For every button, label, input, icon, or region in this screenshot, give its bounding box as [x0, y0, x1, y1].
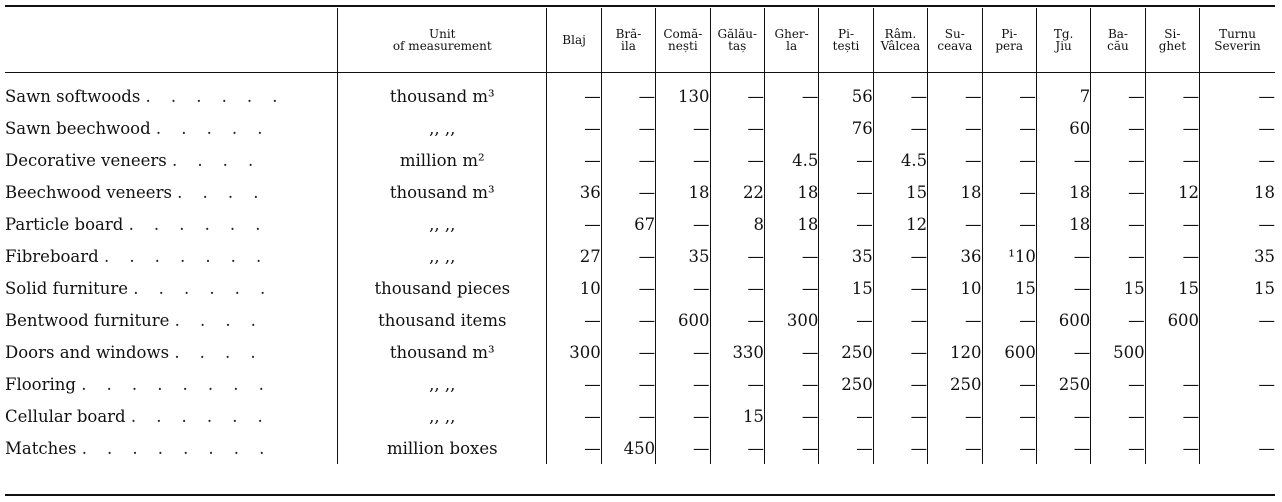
- value-cell-pitesti: —: [819, 208, 873, 240]
- value-cell-blaj: —: [547, 432, 601, 464]
- table-row: [5, 112, 1275, 144]
- value-cell-braila: —: [601, 400, 655, 432]
- table-row: [5, 208, 1275, 240]
- value-cell-gherla: —: [764, 432, 818, 464]
- value-cell-pipera: —: [982, 144, 1036, 176]
- unit-cell: million boxes: [338, 432, 547, 464]
- value-cell-ramnicu-valcea: 4.5: [873, 144, 927, 176]
- value-cell-turnu-severin: —: [1200, 304, 1275, 336]
- table-row: [5, 144, 1275, 176]
- value-cell-ramnicu-valcea: —: [873, 400, 927, 432]
- row-label: Matches: [5, 438, 77, 458]
- row-label: Solid furniture: [5, 278, 129, 298]
- value-cell-braila: 450: [601, 432, 655, 464]
- value-cell-galautas: 15: [710, 400, 764, 432]
- value-cell-suceava: 10: [928, 272, 982, 304]
- production-table: [5, 8, 1275, 464]
- value-cell-tg-jiu: 18: [1036, 176, 1090, 208]
- value-cell-suceava: —: [928, 400, 982, 432]
- value-cell-braila: —: [601, 368, 655, 400]
- unit-cell: thousand items: [338, 304, 547, 336]
- value-cell-braila: —: [601, 80, 655, 112]
- value-cell-sighet: —: [1145, 368, 1199, 400]
- value-cell-sighet: —: [1145, 144, 1199, 176]
- value-cell-pipera: —: [982, 176, 1036, 208]
- value-cell-galautas: —: [710, 112, 764, 144]
- value-cell-braila: —: [601, 336, 655, 368]
- row-label-header: [5, 8, 338, 72]
- value-cell-gherla: 300: [764, 304, 818, 336]
- value-cell-blaj: —: [547, 304, 601, 336]
- value-cell-turnu-severin: 35: [1200, 240, 1275, 272]
- value-cell-turnu-severin: —: [1200, 368, 1275, 400]
- column-header-sighet: Si- ghet: [1145, 8, 1199, 72]
- value-cell-blaj: 10: [547, 272, 601, 304]
- value-cell-gherla: —: [764, 336, 818, 368]
- bottom-rule: [5, 494, 1275, 496]
- value-cell-pitesti: 250: [819, 368, 873, 400]
- value-cell-pipera: —: [982, 80, 1036, 112]
- dot-leaders: . . . .: [177, 182, 266, 202]
- value-cell-braila: —: [601, 144, 655, 176]
- value-cell-galautas: 330: [710, 336, 764, 368]
- value-cell-bacau: —: [1091, 112, 1145, 144]
- dot-leaders: . . . .: [174, 342, 264, 362]
- value-cell-blaj: —: [547, 112, 601, 144]
- column-header-tg-jiu: Tg. Jiu: [1036, 8, 1090, 72]
- row-label-cell: [5, 272, 338, 304]
- value-cell-pitesti: 15: [819, 272, 873, 304]
- table-body: [5, 72, 1275, 464]
- value-cell-suceava: —: [928, 144, 982, 176]
- value-cell-comanesti: —: [656, 144, 710, 176]
- value-cell-tg-jiu: 250: [1036, 368, 1090, 400]
- value-cell-pipera: 600: [982, 336, 1036, 368]
- value-cell-bacau: —: [1091, 208, 1145, 240]
- value-cell-galautas: 22: [710, 176, 764, 208]
- column-header-suceava: Su- ceava: [928, 8, 982, 72]
- value-cell-gherla: 18: [764, 208, 818, 240]
- value-cell-turnu-severin: 15: [1200, 272, 1275, 304]
- value-cell-tg-jiu: 60: [1036, 112, 1090, 144]
- value-cell-sighet: 12: [1145, 176, 1199, 208]
- value-cell-tg-jiu: —: [1036, 336, 1090, 368]
- value-cell-sighet: —: [1145, 240, 1199, 272]
- value-cell-pitesti: —: [819, 400, 873, 432]
- value-cell-galautas: —: [710, 80, 764, 112]
- table-row: [5, 400, 1275, 432]
- unit-cell: ,, ,,: [338, 112, 547, 144]
- value-cell-turnu-severin: —: [1200, 112, 1275, 144]
- row-label-cell: [5, 112, 338, 144]
- value-cell-sighet: [1145, 336, 1199, 368]
- value-cell-bacau: —: [1091, 144, 1145, 176]
- value-cell-bacau: 500: [1091, 336, 1145, 368]
- row-label: Particle board: [5, 214, 124, 234]
- row-label-cell: [5, 336, 338, 368]
- value-cell-turnu-severin: 18: [1200, 176, 1275, 208]
- dot-leaders: . . . . .: [155, 118, 270, 138]
- value-cell-galautas: —: [710, 432, 764, 464]
- unit-cell: ,, ,,: [338, 368, 547, 400]
- value-cell-ramnicu-valcea: 15: [873, 176, 927, 208]
- value-cell-comanesti: —: [656, 272, 710, 304]
- value-cell-pitesti: 35: [819, 240, 873, 272]
- value-cell-turnu-severin: —: [1200, 80, 1275, 112]
- value-cell-suceava: —: [928, 80, 982, 112]
- value-cell-suceava: —: [928, 208, 982, 240]
- dot-leaders: . . . . . . . .: [81, 374, 272, 394]
- value-cell-suceava: —: [928, 304, 982, 336]
- table-row: [5, 432, 1275, 464]
- value-cell-comanesti: —: [656, 432, 710, 464]
- row-label: Sawn beechwood: [5, 118, 151, 138]
- value-cell-comanesti: —: [656, 336, 710, 368]
- value-cell-bacau: —: [1091, 176, 1145, 208]
- row-label: Beechwood veneers: [5, 182, 172, 202]
- value-cell-sighet: 600: [1145, 304, 1199, 336]
- unit-cell: thousand m³: [338, 176, 547, 208]
- value-cell-pitesti: 56: [819, 80, 873, 112]
- dot-leaders: . . . .: [171, 150, 261, 170]
- row-label-cell: [5, 368, 338, 400]
- row-label: Bentwood furniture: [5, 310, 170, 330]
- value-cell-suceava: 120: [928, 336, 982, 368]
- value-cell-suceava: 18: [928, 176, 982, 208]
- column-header-braila: Bră- ila: [601, 8, 655, 72]
- dot-leaders: . . . . . .: [145, 86, 285, 106]
- value-cell-comanesti: 35: [656, 240, 710, 272]
- dot-leaders: . . . . . .: [130, 406, 271, 426]
- row-label-cell: [5, 176, 338, 208]
- value-cell-blaj: 27: [547, 240, 601, 272]
- value-cell-pipera: 15: [982, 272, 1036, 304]
- value-cell-comanesti: 18: [656, 176, 710, 208]
- value-cell-blaj: —: [547, 400, 601, 432]
- value-cell-braila: —: [601, 112, 655, 144]
- column-header-galautas: Gălău- taș: [710, 8, 764, 72]
- value-cell-turnu-severin: [1200, 336, 1275, 368]
- value-cell-ramnicu-valcea: —: [873, 336, 927, 368]
- row-label-cell: [5, 208, 338, 240]
- row-label: Doors and windows: [5, 342, 170, 362]
- value-cell-sighet: —: [1145, 400, 1199, 432]
- value-cell-ramnicu-valcea: —: [873, 112, 927, 144]
- value-cell-bacau: —: [1091, 304, 1145, 336]
- unit-cell: thousand m³: [338, 336, 547, 368]
- table-row: [5, 304, 1275, 336]
- value-cell-pitesti: —: [819, 432, 873, 464]
- value-cell-turnu-severin: [1200, 400, 1275, 432]
- value-cell-sighet: —: [1145, 432, 1199, 464]
- value-cell-blaj: —: [547, 144, 601, 176]
- spacer-row: [5, 72, 1275, 80]
- value-cell-comanesti: —: [656, 112, 710, 144]
- value-cell-gherla: 4.5: [764, 144, 818, 176]
- value-cell-blaj: —: [547, 80, 601, 112]
- row-label: Flooring: [5, 374, 76, 394]
- value-cell-pipera: —: [982, 112, 1036, 144]
- row-label: Decorative veneers: [5, 150, 167, 170]
- table-row: [5, 368, 1275, 400]
- value-cell-gherla: —: [764, 368, 818, 400]
- value-cell-sighet: —: [1145, 80, 1199, 112]
- value-cell-bacau: —: [1091, 240, 1145, 272]
- unit-cell: ,, ,,: [338, 240, 547, 272]
- column-header-blaj: Blaj: [547, 8, 601, 72]
- value-cell-sighet: 15: [1145, 272, 1199, 304]
- unit-cell: thousand pieces: [338, 272, 547, 304]
- column-header-pitesti: Pi- tești: [819, 8, 873, 72]
- value-cell-bacau: —: [1091, 432, 1145, 464]
- value-cell-sighet: —: [1145, 208, 1199, 240]
- value-cell-gherla: 18: [764, 176, 818, 208]
- value-cell-pitesti: 250: [819, 336, 873, 368]
- value-cell-pitesti: —: [819, 144, 873, 176]
- value-cell-ramnicu-valcea: 12: [873, 208, 927, 240]
- value-cell-pipera: ¹10: [982, 240, 1036, 272]
- value-cell-pitesti: 76: [819, 112, 873, 144]
- value-cell-comanesti: 130: [656, 80, 710, 112]
- header-row: [5, 8, 1275, 72]
- table-row: [5, 336, 1275, 368]
- table-row: [5, 80, 1275, 112]
- value-cell-suceava: 250: [928, 368, 982, 400]
- value-cell-gherla: —: [764, 240, 818, 272]
- dot-leaders: . . . . . . .: [103, 246, 269, 266]
- value-cell-galautas: —: [710, 368, 764, 400]
- row-label-cell: [5, 240, 338, 272]
- top-rule: [5, 5, 1275, 7]
- value-cell-comanesti: —: [656, 400, 710, 432]
- value-cell-tg-jiu: 600: [1036, 304, 1090, 336]
- value-cell-galautas: —: [710, 240, 764, 272]
- value-cell-ramnicu-valcea: —: [873, 432, 927, 464]
- value-cell-turnu-severin: —: [1200, 208, 1275, 240]
- value-cell-bacau: 15: [1091, 272, 1145, 304]
- column-header-unit: Unit of measurement: [338, 8, 547, 72]
- column-header-gherla: Gher- la: [764, 8, 818, 72]
- value-cell-blaj: —: [547, 368, 601, 400]
- unit-cell: ,, ,,: [338, 208, 547, 240]
- unit-cell: million m²: [338, 144, 547, 176]
- value-cell-braila: —: [601, 240, 655, 272]
- value-cell-tg-jiu: 18: [1036, 208, 1090, 240]
- value-cell-suceava: —: [928, 112, 982, 144]
- column-header-turnu-severin: Turnu Severin: [1200, 8, 1275, 72]
- dot-leaders: . . . .: [174, 310, 264, 330]
- value-cell-tg-jiu: —: [1036, 144, 1090, 176]
- value-cell-tg-jiu: —: [1036, 272, 1090, 304]
- value-cell-pipera: —: [982, 304, 1036, 336]
- value-cell-gherla: —: [764, 400, 818, 432]
- row-label-cell: [5, 400, 338, 432]
- value-cell-tg-jiu: —: [1036, 432, 1090, 464]
- value-cell-turnu-severin: —: [1200, 144, 1275, 176]
- unit-cell: ,, ,,: [338, 400, 547, 432]
- row-label: Fibreboard: [5, 246, 99, 266]
- table-row: [5, 176, 1275, 208]
- value-cell-pipera: —: [982, 432, 1036, 464]
- value-cell-braila: —: [601, 176, 655, 208]
- value-cell-gherla: —: [764, 80, 818, 112]
- value-cell-pipera: —: [982, 400, 1036, 432]
- row-label-cell: [5, 144, 338, 176]
- column-header-pipera: Pi- pera: [982, 8, 1036, 72]
- value-cell-pitesti: —: [819, 304, 873, 336]
- value-cell-suceava: —: [928, 432, 982, 464]
- row-label-cell: [5, 432, 338, 464]
- dot-leaders: . . . . . . . .: [81, 438, 272, 458]
- value-cell-ramnicu-valcea: —: [873, 240, 927, 272]
- table-row: [5, 240, 1275, 272]
- value-cell-bacau: —: [1091, 80, 1145, 112]
- value-cell-braila: 67: [601, 208, 655, 240]
- value-cell-galautas: 8: [710, 208, 764, 240]
- value-cell-gherla: —: [764, 272, 818, 304]
- value-cell-tg-jiu: —: [1036, 240, 1090, 272]
- value-cell-blaj: 36: [547, 176, 601, 208]
- value-cell-ramnicu-valcea: —: [873, 272, 927, 304]
- row-label-cell: [5, 80, 338, 112]
- value-cell-pipera: —: [982, 208, 1036, 240]
- value-cell-tg-jiu: 7: [1036, 80, 1090, 112]
- value-cell-braila: —: [601, 304, 655, 336]
- value-cell-bacau: —: [1091, 400, 1145, 432]
- value-cell-gherla: [764, 112, 818, 144]
- table-row: [5, 272, 1275, 304]
- value-cell-galautas: —: [710, 272, 764, 304]
- value-cell-pipera: —: [982, 368, 1036, 400]
- column-header-comanesti: Comă- nești: [656, 8, 710, 72]
- value-cell-blaj: 300: [547, 336, 601, 368]
- value-cell-blaj: —: [547, 208, 601, 240]
- value-cell-bacau: —: [1091, 368, 1145, 400]
- value-cell-galautas: —: [710, 144, 764, 176]
- unit-cell: thousand m³: [338, 80, 547, 112]
- row-label: Cellular board: [5, 406, 126, 426]
- row-label-cell: [5, 304, 338, 336]
- column-header-ramnicu-valcea: Râm. Vâlcea: [873, 8, 927, 72]
- value-cell-pitesti: —: [819, 176, 873, 208]
- value-cell-comanesti: —: [656, 208, 710, 240]
- value-cell-ramnicu-valcea: —: [873, 80, 927, 112]
- dot-leaders: . . . . . .: [128, 214, 268, 234]
- value-cell-tg-jiu: —: [1036, 400, 1090, 432]
- value-cell-turnu-severin: —: [1200, 432, 1275, 464]
- value-cell-galautas: —: [710, 304, 764, 336]
- value-cell-comanesti: —: [656, 368, 710, 400]
- column-header-bacau: Ba- cău: [1091, 8, 1145, 72]
- row-label: Sawn softwoods: [5, 86, 141, 106]
- dot-leaders: . . . . . .: [133, 278, 273, 298]
- value-cell-ramnicu-valcea: —: [873, 368, 927, 400]
- value-cell-braila: —: [601, 272, 655, 304]
- value-cell-ramnicu-valcea: —: [873, 304, 927, 336]
- value-cell-suceava: 36: [928, 240, 982, 272]
- value-cell-comanesti: 600: [656, 304, 710, 336]
- value-cell-sighet: —: [1145, 112, 1199, 144]
